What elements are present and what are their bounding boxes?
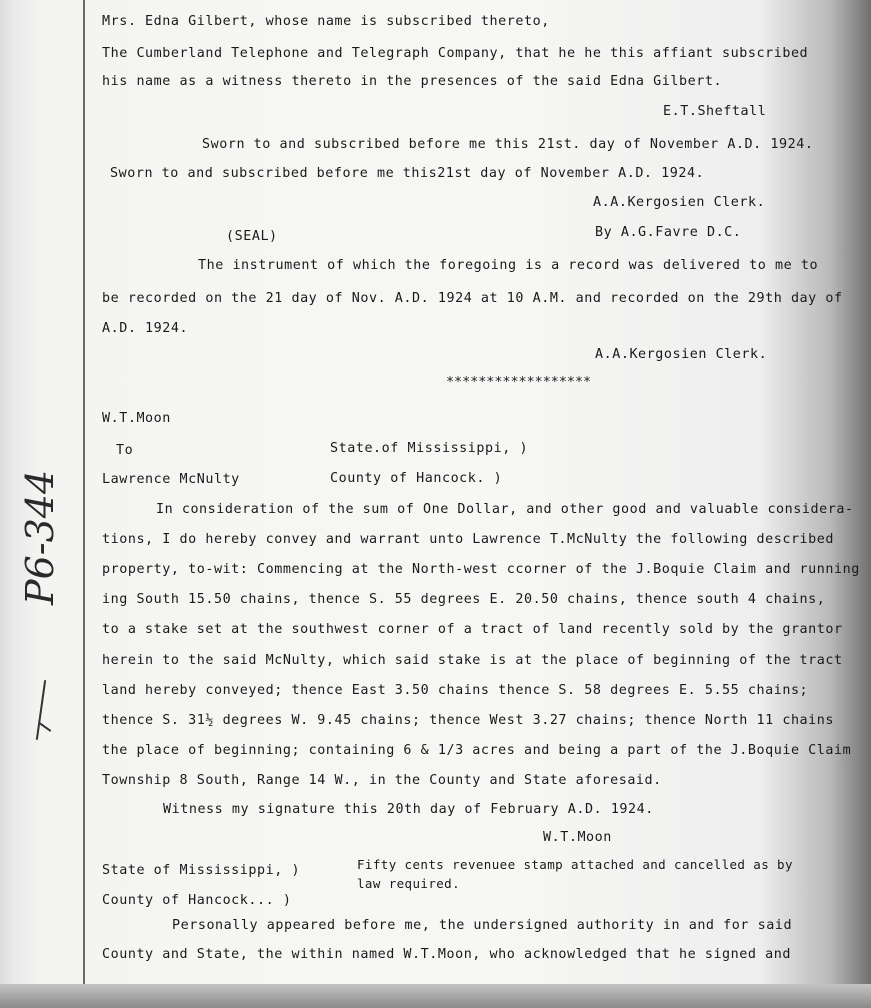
- text-line: The Cumberland Telephone and Telegraph Company, that he he this affiant subscribed: [102, 46, 809, 61]
- text-line: A.A.Kergosien Clerk.: [595, 347, 768, 362]
- margin-check-mark: [36, 680, 46, 740]
- text-line: W.T.Moon: [102, 411, 171, 426]
- text-line: A.A.Kergosien Clerk.: [593, 195, 766, 210]
- text-line: ******************: [446, 375, 592, 390]
- margin-annotation: [18, 420, 68, 610]
- text-line: herein to the said McNulty, which said stake is at the place of beginning of the tract: [102, 653, 843, 668]
- text-line: (SEAL): [226, 229, 278, 244]
- text-line: Lawrence McNulty: [102, 472, 240, 487]
- text-line: A.D. 1924.: [102, 321, 189, 336]
- text-line: State of Mississippi, ): [102, 863, 301, 878]
- text-line: County of Hancock. ): [330, 471, 503, 486]
- text-line: thence S. 31½ degrees W. 9.45 chains; thence West 3.27 chains; thence North 11 chains: [102, 713, 835, 728]
- text-line: his name as a witness thereto in the presences of the said Edna Gilbert.: [102, 74, 723, 89]
- text-line: E.T.Sheftall: [663, 104, 767, 119]
- text-line: Fifty cents revenuee stamp attached and cancelled as by: [357, 857, 793, 872]
- text-line: County and State, the within named W.T.Moon, who acknowledged that he signed and: [102, 947, 791, 962]
- text-line: land hereby conveyed; thence East 3.50 chains thence S. 58 degrees E. 5.55 chains;: [102, 683, 809, 698]
- text-line: property, to-wit: Commencing at the North-west ccorner of the J.Boquie Claim and running: [102, 562, 860, 577]
- text-line: ing South 15.50 chains, thence S. 55 degrees E. 20.50 chains, thence south 4 chains,: [102, 592, 826, 607]
- margin-handwritten-note: P6-344: [18, 469, 62, 605]
- text-line: In consideration of the sum of One Dollar, and other good and valuable considera-: [156, 502, 854, 517]
- text-line: W.T.Moon: [543, 830, 612, 845]
- text-line: the place of beginning; containing 6 & 1/3 acres and being a part of the J.Boquie Claim: [102, 743, 852, 758]
- text-line: be recorded on the 21 day of Nov. A.D. 1924 at 10 A.M. and recorded on the 29th day of: [102, 291, 843, 306]
- text-line: tions, I do hereby convey and warrant unto Lawrence T.McNulty the following described: [102, 532, 835, 547]
- text-line: Mrs. Edna Gilbert, whose name is subscribed thereto,: [102, 14, 550, 29]
- text-line: Sworn to and subscribed before me this 21st. day of November A.D. 1924.: [202, 137, 814, 152]
- text-line: To: [116, 443, 134, 458]
- text-line: law required.: [357, 876, 461, 891]
- text-line: State.of Mississippi, ): [330, 441, 529, 456]
- text-line: to a stake set at the southwest corner of a tract of land recently sold by the grantor: [102, 622, 843, 637]
- text-line: Sworn to and subscribed before me this21st day of November A.D. 1924.: [110, 166, 705, 181]
- margin-check-mark-stroke: [39, 722, 52, 732]
- text-line: County of Hancock... ): [102, 893, 292, 908]
- margin-rule: [83, 0, 85, 985]
- scan-edge: [0, 984, 871, 1008]
- text-line: Witness my signature this 20th day of February A.D. 1924.: [163, 802, 654, 817]
- text-line: Township 8 South, Range 14 W., in the County and State aforesaid.: [102, 773, 662, 788]
- text-line: The instrument of which the foregoing is a record was delivered to me to: [198, 258, 819, 273]
- text-line: Personally appeared before me, the undersigned authority in and for said: [172, 918, 793, 933]
- text-line: By A.G.Favre D.C.: [595, 225, 742, 240]
